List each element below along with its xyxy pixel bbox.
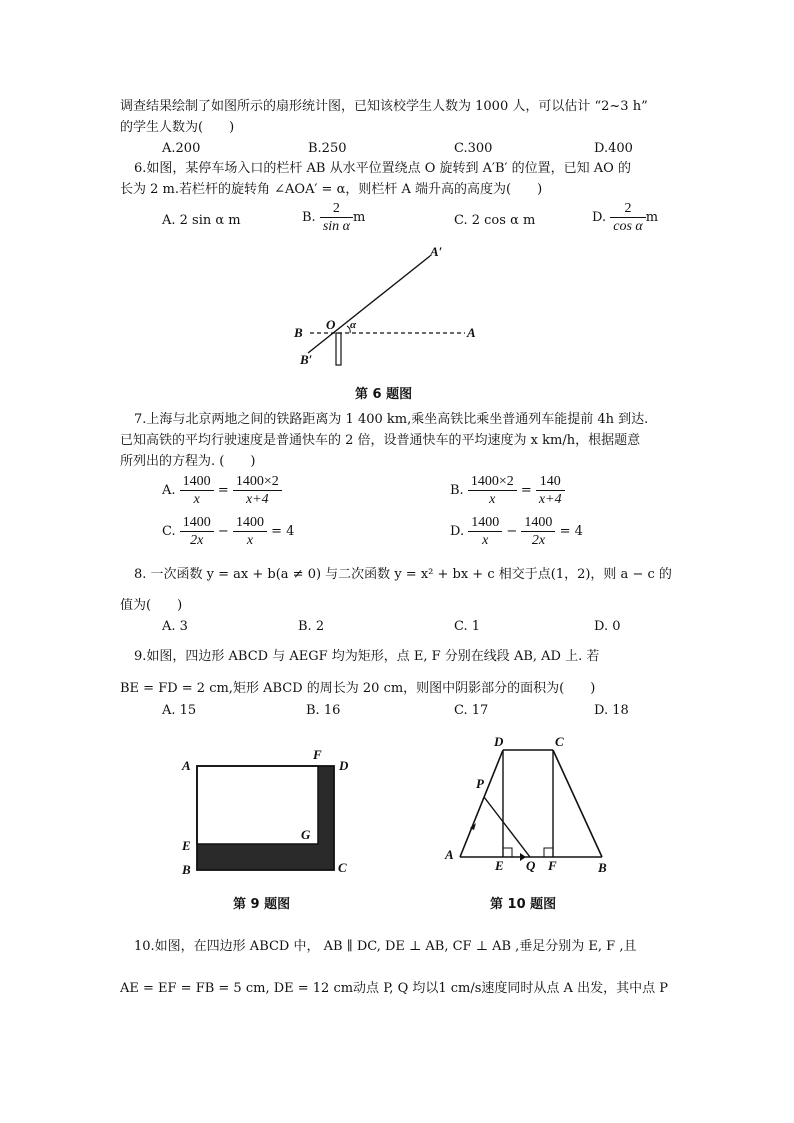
q6-option-d-label: D. bbox=[592, 210, 607, 225]
q6-option-d-unit: m bbox=[645, 210, 659, 225]
q9-label-b: B bbox=[182, 862, 191, 877]
q10-text-line2: AE = EF = FB = 5 cm, DE = 12 cm动点 P, Q 均以1 cm/s速度同时从点 A 出发，其中点 P bbox=[120, 981, 668, 996]
q6-option-b-den: sin α bbox=[322, 219, 351, 234]
q6-option-d-den: cos α bbox=[613, 219, 643, 234]
q6-caption: 第 6 题图 bbox=[355, 387, 413, 402]
q7-c-left-den: 2x bbox=[190, 533, 204, 548]
q7-d-left-num: 1400 bbox=[468, 514, 502, 532]
q7-b-right-den: x+4 bbox=[538, 492, 562, 507]
q5-text-line2: 的学生人数为( ) bbox=[120, 120, 235, 135]
q10-right-angle-f bbox=[544, 848, 553, 857]
q5-option-c: C.300 bbox=[454, 141, 493, 156]
q5-text-line1: 调查结果绘制了如图所示的扇形统计图，已知该校学生人数为 1000 人，可以估计 “2~3 h” bbox=[120, 99, 648, 114]
q7-c-right-num: 1400 bbox=[233, 514, 267, 532]
q7-c-tail: = 4 bbox=[271, 524, 295, 539]
q7-a-right-den: x+4 bbox=[245, 492, 269, 507]
q10-figure bbox=[440, 732, 620, 877]
q7-b-left-num: 1400×2 bbox=[468, 473, 517, 491]
q6-label-b-prime: B′ bbox=[300, 352, 313, 367]
q6-post bbox=[336, 333, 341, 365]
q6-label-b: B bbox=[294, 325, 303, 340]
q7-d-right-fraction bbox=[521, 514, 555, 549]
q9-label-d: D bbox=[339, 758, 349, 773]
q9-option-c: C. 17 bbox=[454, 703, 489, 718]
q6-text-line2: 长为 2 m.若栏杆的旋转角 ∠AOA′ = α，则栏杆 A 端升高的高度为( ) bbox=[120, 182, 543, 197]
q7-b-right-fraction bbox=[536, 473, 565, 508]
q7-option-a bbox=[162, 473, 282, 508]
q10-caption: 第 10 题图 bbox=[490, 897, 557, 912]
q7-a-right-fraction bbox=[233, 473, 282, 508]
q7-d-label: D. bbox=[450, 524, 465, 539]
q9-option-a: A. 15 bbox=[162, 703, 197, 718]
q7-a-label: A. bbox=[162, 483, 176, 498]
q9-label-e: E bbox=[182, 838, 191, 853]
q8-text-line2: 值为( ) bbox=[120, 598, 183, 613]
q7-option-b bbox=[450, 473, 565, 508]
q7-b-left-fraction bbox=[468, 473, 517, 508]
q6-label-a: A bbox=[467, 325, 476, 340]
q7-c-right-fraction bbox=[233, 514, 267, 549]
q7-d-left-den: x bbox=[482, 533, 489, 548]
q6-option-d-num: 2 bbox=[610, 200, 646, 218]
q9-text-line2: BE = FD = 2 cm,矩形 ABCD 的周长为 20 cm，则图中阴影部分的面积为( ) bbox=[120, 681, 596, 696]
q7-a-operator: = bbox=[217, 483, 229, 498]
q6-figure bbox=[280, 240, 500, 375]
q9-inner-rect bbox=[197, 766, 318, 844]
q8-option-a: A. 3 bbox=[162, 619, 188, 634]
q6-option-a: A. 2 sin α m bbox=[162, 213, 241, 228]
q8-option-d: D. 0 bbox=[594, 619, 621, 634]
q8-option-c: C. 1 bbox=[454, 619, 481, 634]
q7-d-right-num: 1400 bbox=[521, 514, 555, 532]
q10-label-e: E bbox=[495, 858, 504, 873]
q9-label-c: C bbox=[338, 860, 347, 875]
q9-label-a: A bbox=[182, 758, 191, 773]
q7-b-operator: = bbox=[520, 483, 532, 498]
q7-d-tail: = 4 bbox=[559, 524, 583, 539]
q10-side-ad bbox=[460, 750, 503, 857]
q7-d-right-den: 2x bbox=[531, 533, 546, 548]
q6-option-b-num: 2 bbox=[320, 200, 353, 218]
q10-label-a: A bbox=[445, 847, 454, 862]
q6-option-c: C. 2 cos α m bbox=[454, 213, 536, 228]
q7-b-right-num: 140 bbox=[536, 473, 565, 491]
q10-label-b: B bbox=[598, 860, 607, 875]
q9-caption: 第 9 题图 bbox=[233, 897, 291, 912]
q7-a-left-fraction bbox=[180, 473, 214, 508]
q7-option-d bbox=[450, 514, 583, 549]
q7-d-left-fraction bbox=[468, 514, 502, 549]
q7-a-right-num: 1400×2 bbox=[233, 473, 282, 491]
q9-option-d: D. 18 bbox=[594, 703, 629, 718]
q6-label-alpha: α bbox=[350, 319, 357, 331]
q6-option-b-label: B. bbox=[302, 210, 316, 225]
q7-c-left-num: 1400 bbox=[180, 514, 214, 532]
q10-label-q: Q bbox=[526, 858, 536, 873]
q9-shade-bottom bbox=[197, 844, 334, 870]
q9-option-b: B. 16 bbox=[306, 703, 341, 718]
q6-label-o: O bbox=[326, 317, 336, 332]
q7-c-left-fraction bbox=[180, 514, 214, 549]
q8-text-line1: 8. 一次函数 y = ax + b(a ≠ 0) 与二次函数 y = x² + bx + c 相交于点(1，2)，则 a − c 的 bbox=[134, 567, 672, 582]
q10-label-p: P bbox=[476, 776, 484, 791]
q9-label-g: G bbox=[301, 827, 311, 842]
q7-text-line1: 7.上海与北京两地之间的铁路距离为 1 400 km,乘坐高铁比乘坐普通列车能提前 4h 到达. bbox=[134, 412, 649, 427]
q10-right-angle-e bbox=[503, 848, 512, 857]
q6-option-d-fraction bbox=[610, 200, 646, 235]
q7-b-label: B. bbox=[450, 483, 464, 498]
q6-option-b bbox=[302, 200, 365, 235]
q5-option-b: B.250 bbox=[308, 141, 347, 156]
q7-a-left-den: x bbox=[193, 492, 200, 507]
q7-c-label: C. bbox=[162, 524, 176, 539]
q6-rotated-bar bbox=[308, 256, 430, 353]
q6-option-d bbox=[592, 200, 658, 235]
q7-text-line3: 所列出的方程为. ( ) bbox=[120, 454, 256, 469]
q5-option-a: A.200 bbox=[162, 141, 201, 156]
q7-c-right-den: x bbox=[246, 533, 254, 548]
q7-b-left-den: x bbox=[489, 492, 496, 507]
q10-label-c: C bbox=[555, 734, 564, 749]
q9-figure bbox=[175, 740, 365, 885]
q5-option-d: D.400 bbox=[594, 141, 633, 156]
q7-d-operator: − bbox=[506, 524, 518, 539]
q7-c-operator: − bbox=[217, 524, 229, 539]
q10-label-d: D bbox=[494, 734, 504, 749]
q7-a-left-num: 1400 bbox=[180, 473, 214, 491]
q6-text-line1: 6.如图，某停车场入口的栏杆 AB 从水平位置绕点 O 旋转到 A′B′ 的位置，已知 AO 的 bbox=[134, 161, 631, 176]
q7-text-line2: 已知高铁的平均行驶速度是普通快车的 2 倍，设普通快车的平均速度为 x km/h，根据题意 bbox=[120, 433, 641, 448]
q8-option-b: B. 2 bbox=[298, 619, 325, 634]
q9-text-line1: 9.如图，四边形 ABCD 与 AEGF 均为矩形，点 E, F 分别在线段 AB, AD 上. 若 bbox=[134, 649, 600, 664]
q6-option-b-unit: m bbox=[353, 210, 366, 225]
q6-label-a-prime: A′ bbox=[430, 244, 443, 259]
q10-label-f: F bbox=[548, 858, 557, 873]
q6-option-b-fraction bbox=[320, 200, 353, 235]
q10-text-line1: 10.如图，在四边形 ABCD 中， AB ∥ DC, DE ⊥ AB, CF ⊥ AB ,垂足分别为 E, F ,且 bbox=[134, 939, 637, 954]
q7-option-c bbox=[162, 514, 294, 549]
q9-label-f: F bbox=[313, 747, 322, 762]
q10-side-bc bbox=[553, 750, 602, 857]
